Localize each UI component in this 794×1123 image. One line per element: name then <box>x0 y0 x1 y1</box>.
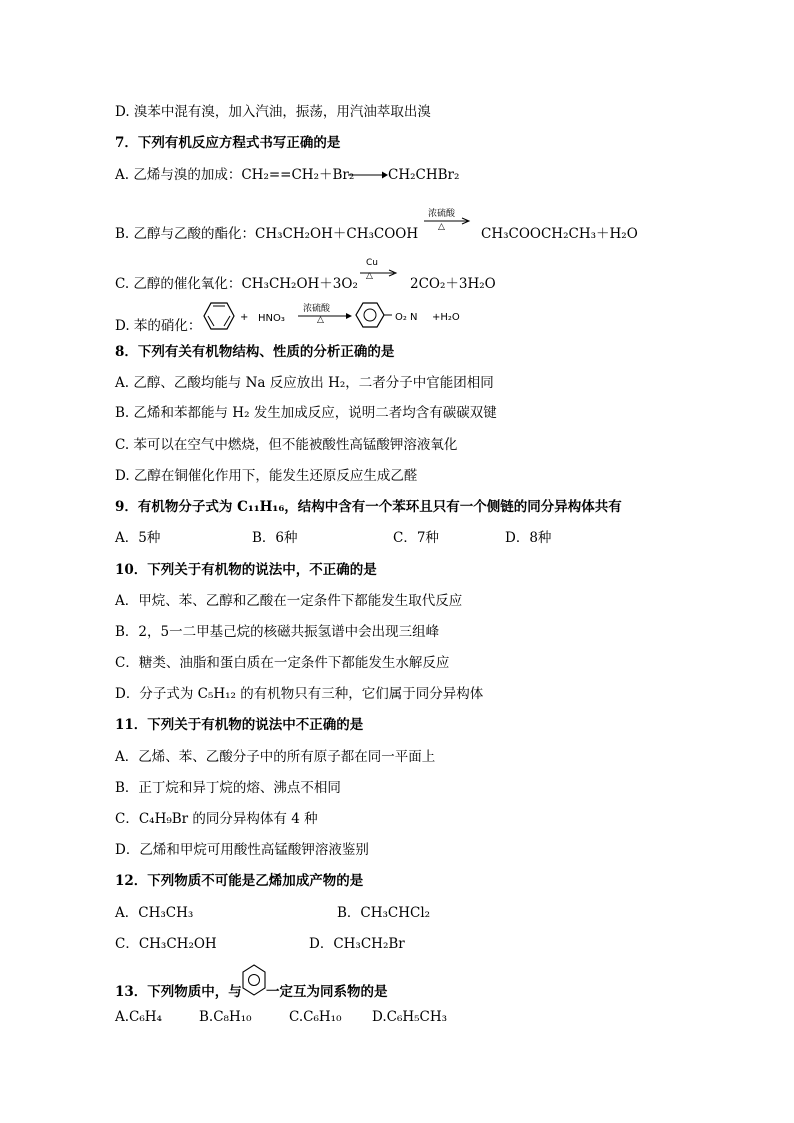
q11-stem: 11．下列关于有机物的说法中不正确的是 <box>115 717 364 733</box>
q7-d-condition: 浓硫酸 <box>303 304 331 314</box>
q13-stem-start: 13．下列物质中，与 <box>115 984 242 1000</box>
q7-d-heat: △ <box>317 315 324 325</box>
q8-option-a: A. 乙醇、乙酸均能与 Na 反应放出 H₂，二者分子中官能团相同 <box>115 375 494 391</box>
q7-b-condition: 浓硫酸 <box>428 209 456 219</box>
q13-stem-end: 一定互为同系物的是 <box>266 984 388 1000</box>
q7-b-label: B. 乙醇与乙酸的酯化： <box>115 226 256 242</box>
q12-stem: 12．下列物质不可能是乙烯加成产物的是 <box>115 873 364 889</box>
q7-c-reactants: CH₃CH₂OH＋3O₂ <box>241 276 358 292</box>
q7-option-c <box>115 275 358 293</box>
q11-option-b: B．正丁烷和异丁烷的熔、沸点不相同 <box>115 780 341 796</box>
q11-option-c: C．C₄H₉Br 的同分异构体有 4 种 <box>115 811 318 827</box>
q7-b-products: CH₃COOCH₂CH₃＋H₂O <box>481 226 638 242</box>
q8-option-d: D. 乙醇在铜催化作用下，能发生还原反应生成乙醛 <box>115 468 418 484</box>
q7-c-label: C. 乙醇的催化氧化： <box>115 276 242 292</box>
q7-d-water: +H₂O <box>432 312 460 323</box>
benzene-ring-icon <box>203 301 235 331</box>
q7-b-heat: △ <box>438 222 445 232</box>
q7-d-label: D. 苯的硝化： <box>115 318 202 334</box>
q9-option-d: D．8种 <box>505 530 552 546</box>
q7-a-arrow <box>348 170 388 180</box>
q7-c-condition: Cu <box>366 258 378 268</box>
q8-stem: 8．下列有关有机物结构、性质的分析正确的是 <box>115 344 395 360</box>
q8-option-c: C. 苯可以在空气中燃烧，但不能被酸性高锰酸钾溶液氧化 <box>115 437 458 453</box>
q7-option-b <box>115 225 418 243</box>
q8-option-b: B. 乙烯和苯都能与 H₂ 发生加成反应，说明二者均含有碳碳双键 <box>115 405 497 421</box>
q13-option-b: B.C₈H₁₀ <box>199 1009 252 1025</box>
q7-a-label: A. 乙烯与溴的加成： <box>115 167 242 183</box>
q13-option-d: D.C₆H₅CH₃ <box>372 1009 448 1025</box>
q7-b-arrow <box>424 218 474 224</box>
q7-option-a <box>115 166 354 184</box>
q7-d-nitric-acid: HNO₃ <box>258 313 285 324</box>
q7-d-nitro-group: O₂ N <box>395 312 418 323</box>
q7-c-products: 2CO₂＋3H₂O <box>410 276 496 292</box>
q7-c-heat: △ <box>366 271 373 281</box>
q10-stem: 10．下列关于有机物的说法中，不正确的是 <box>115 562 377 578</box>
q13-option-a: A.C₆H₄ <box>115 1009 162 1025</box>
q9-option-b: B．6种 <box>252 530 298 546</box>
q7-d-plus: + <box>240 312 249 323</box>
q11-option-d: D．乙烯和甲烷可用酸性高锰酸钾溶液鉴别 <box>115 842 369 858</box>
q12-option-c: C．CH₃CH₂OH <box>115 936 217 952</box>
q7-a-product: CH₂CHBr₂ <box>388 167 460 183</box>
q9-option-a: A．5种 <box>115 530 161 546</box>
q7-stem: 7．下列有机反应方程式书写正确的是 <box>115 135 341 151</box>
q12-option-b: B．CH₃CHCl₂ <box>337 905 431 921</box>
q11-option-a: A．乙烯、苯、乙酸分子中的所有原子都在同一平面上 <box>115 749 436 765</box>
q10-option-a: A．甲烷、苯、乙醇和乙酸在一定条件下都能发生取代反应 <box>115 593 463 609</box>
q13-option-c: C.C₆H₁₀ <box>289 1009 342 1025</box>
q7-d-arrow <box>298 312 352 320</box>
q9-option-c: C．7种 <box>393 530 439 546</box>
q10-option-b: B．2，5一二甲基己烷的核磁共振氢谱中会出现三组峰 <box>115 624 440 640</box>
q6-option-d: D. 溴苯中混有溴，加入汽油，振荡，用汽油萃取出溴 <box>115 104 431 120</box>
q12-option-a: A．CH₃CH₃ <box>115 905 194 921</box>
q7-a-reactants: CH₂==CH₂＋Br₂ <box>241 167 355 183</box>
q12-option-d: D．CH₃CH₂Br <box>309 936 405 952</box>
benzene-ring-icon <box>242 964 266 998</box>
q10-option-c: C．糖类、油脂和蛋白质在一定条件下都能发生水解反应 <box>115 655 450 671</box>
q10-option-d: D．分子式为 C₅H₁₂ 的有机物只有三种，它们属于同分异构体 <box>115 686 484 702</box>
q7-b-reactants: CH₃CH₂OH＋CH₃COOH <box>255 226 419 242</box>
q9-stem: 9．有机物分子式为 C₁₁H₁₆，结构中含有一个苯环且只有一个侧链的同分异构体共有 <box>115 499 622 515</box>
